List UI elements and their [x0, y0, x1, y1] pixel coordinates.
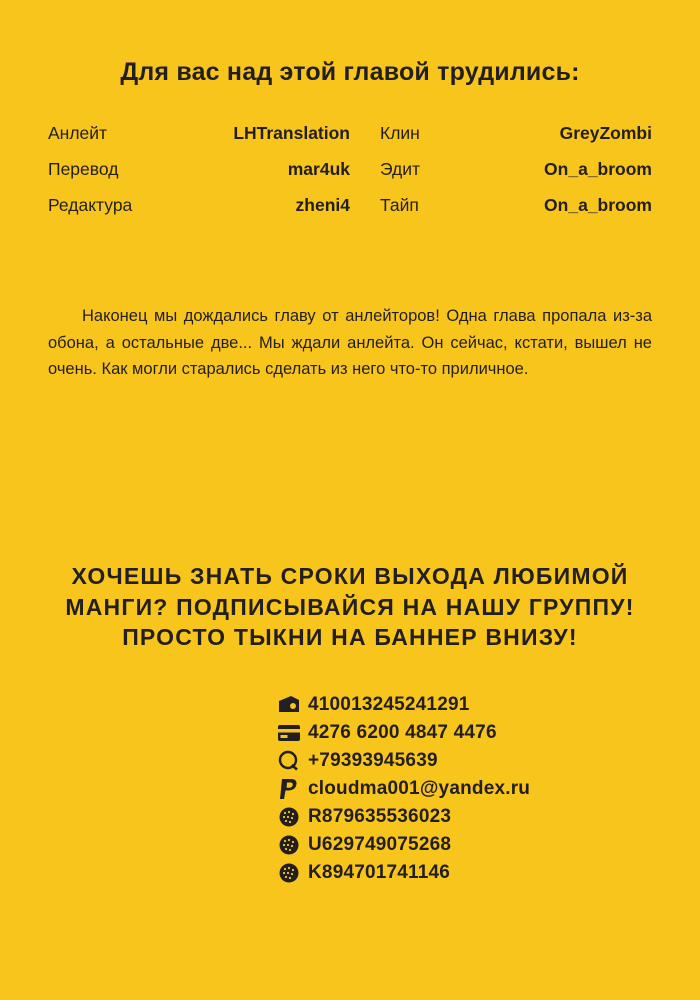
bitcoin-icon [276, 862, 302, 884]
credit-name-perevod: mar4uk [287, 159, 350, 179]
payment-value: cloudma001@yandex.ru [308, 777, 531, 799]
payment-value: 410013245241291 [308, 693, 470, 715]
list-item [276, 831, 652, 859]
translator-note: Наконец мы дождались главу от анлейторов! Одна глава пропала из-за обона, а остальные две... Мы ждали анлейта. Он сейчас, кстати, вышел не очень. Как могли старались сделать из него что-то приличное. [48, 307, 652, 379]
credit-name-edit: On_a_broom [544, 159, 652, 179]
qiwi-icon [276, 750, 302, 772]
yoomoney-wallet-icon [276, 694, 302, 716]
list-item [276, 775, 652, 803]
promo-line-1: ХОЧЕШЬ ЗНАТЬ СРОКИ ВЫХОДА ЛЮБИМОЙ [71, 563, 629, 590]
payment-value: +79393945639 [308, 749, 438, 771]
credit-name-anleyt: LHTranslation [233, 123, 350, 143]
credit-role-anleyt: Анлейт [48, 123, 108, 143]
list-item [276, 747, 652, 775]
credit-name-klin: GreyZombi [559, 123, 652, 143]
credit-name-redaktura: zheni4 [295, 195, 350, 215]
bank-card-icon [276, 722, 302, 744]
credit-role-tayp: Тайп [380, 195, 419, 215]
payment-details-list [48, 691, 652, 887]
list-item [276, 719, 652, 747]
credit-role-klin: Клин [380, 123, 420, 143]
promo-line-2: МАНГИ? ПОДПИСЫВАЙСЯ НА НАШУ ГРУППУ! [65, 593, 635, 620]
credits-table [48, 123, 652, 231]
table-row [48, 123, 652, 159]
bitcoin-icon [276, 806, 302, 828]
payment-value: R879635536023 [308, 805, 452, 827]
paypal-icon [276, 778, 302, 800]
credit-role-perevod: Перевод [48, 159, 119, 179]
payment-value: U629749075268 [308, 833, 452, 855]
bitcoin-icon [276, 834, 302, 856]
payment-value: K894701741146 [308, 861, 451, 883]
page-title: Для вас над этой главой трудились: [120, 58, 580, 86]
table-row [48, 195, 652, 231]
credit-name-tayp: On_a_broom [544, 195, 652, 215]
credit-role-edit: Эдит [380, 159, 420, 179]
promo-block [48, 561, 652, 653]
list-item [276, 691, 652, 719]
table-row [48, 159, 652, 195]
promo-line-3: ПРОСТО ТЫКНИ НА БАННЕР ВНИЗУ! [122, 624, 578, 651]
credit-role-redaktura: Редактура [48, 195, 133, 215]
list-item [276, 859, 652, 887]
payment-value: 4276 6200 4847 4476 [308, 721, 497, 743]
list-item [276, 803, 652, 831]
